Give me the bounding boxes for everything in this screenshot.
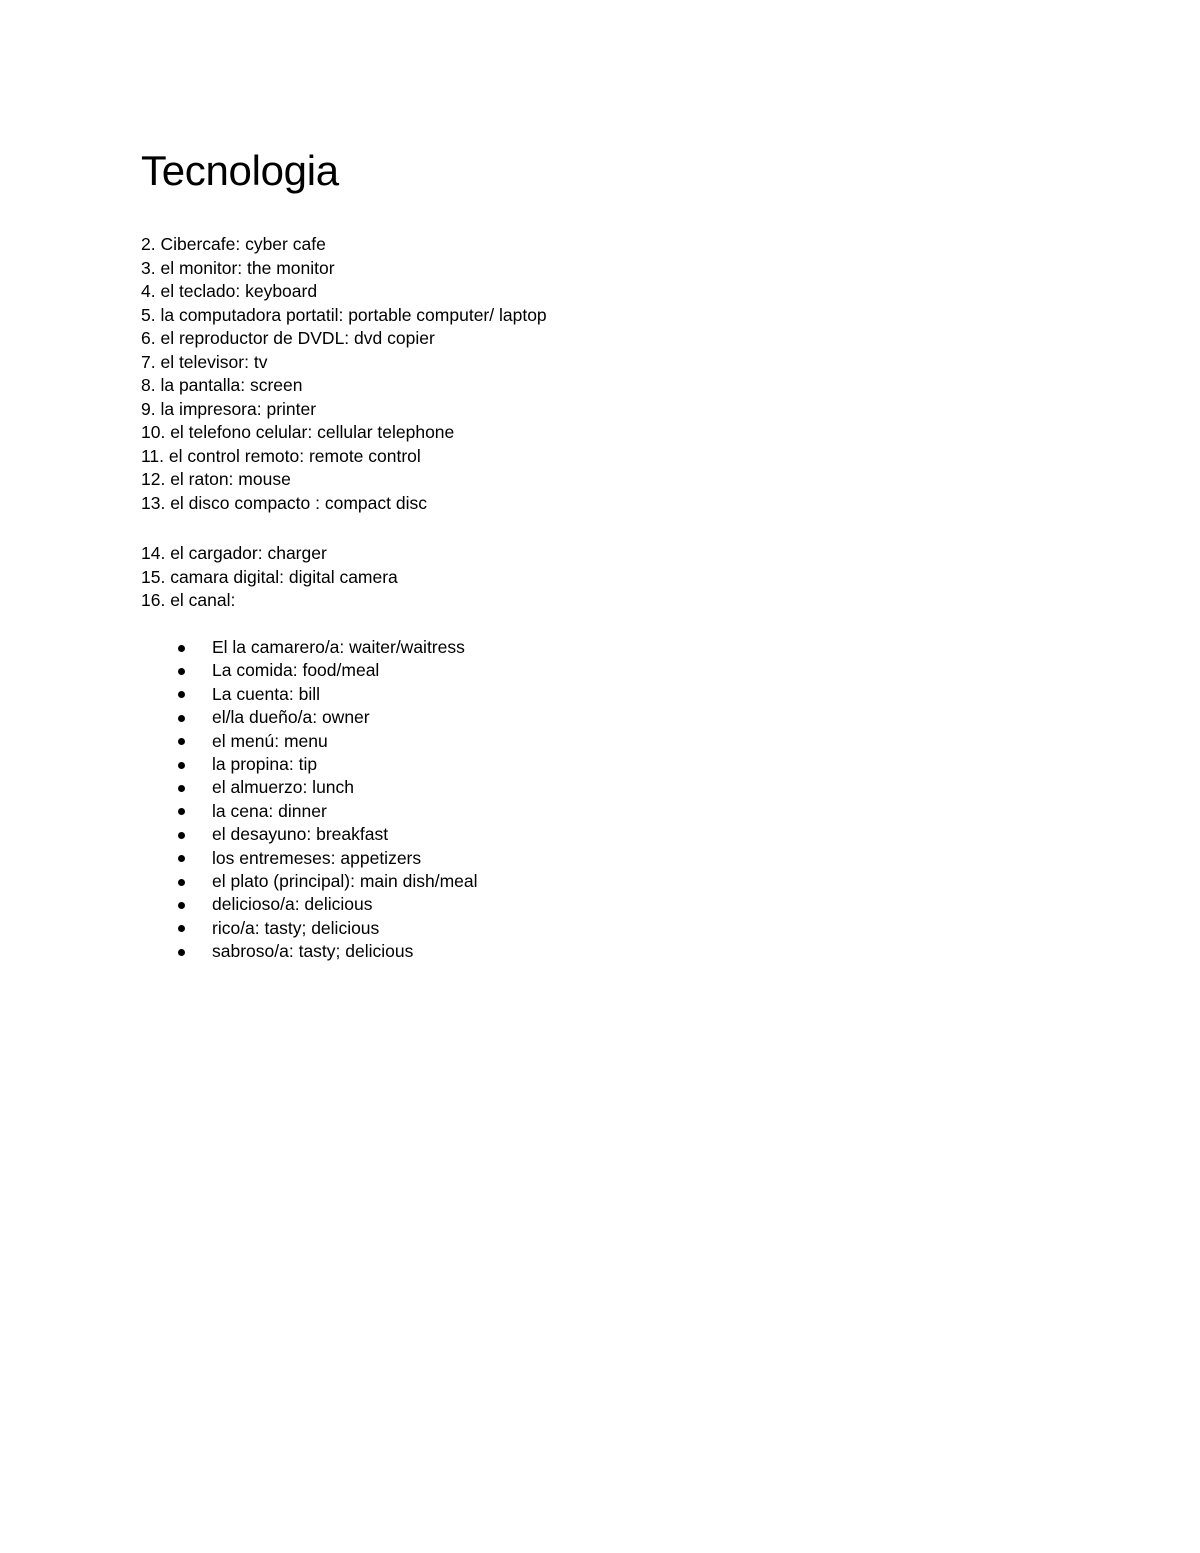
list-item: 12. el raton: mouse [141, 469, 291, 489]
bullet-item [141, 776, 478, 799]
list-item: 14. el cargador: charger [141, 543, 327, 563]
bullet-dot-icon [178, 762, 185, 769]
list-item: 13. el disco compacto : compact disc [141, 492, 427, 513]
bullet-text: el desayuno: breakfast [212, 824, 389, 845]
bullet-text: los entremeses: appetizers [212, 847, 422, 868]
bullet-text: la propina: tip [212, 754, 318, 775]
list-item: 4. el teclado: keyboard [141, 281, 318, 301]
bullet-item [141, 800, 478, 823]
list-item: 3. el monitor: the monitor [141, 257, 335, 278]
list-item: 10. el telefono celular: cellular telephone [141, 422, 455, 442]
bullet-dot-icon [178, 715, 185, 722]
bullet-text: delicioso/a: delicious [212, 894, 373, 915]
bullet-item [141, 870, 478, 893]
list-item: 6. el reproductor de DVDL: dvd copier [141, 328, 435, 348]
list-item: 15. camara digital: digital camera [141, 566, 398, 587]
list-item: 11. el control remoto: remote control [141, 445, 421, 466]
bullet-item [141, 730, 478, 753]
list-item: 2. Cibercafe: cyber cafe [141, 234, 326, 254]
bullet-dot-icon [178, 785, 185, 792]
bullet-text: el menú: menu [212, 730, 328, 751]
bullet-item [141, 847, 478, 870]
bullet-dot-icon [178, 808, 185, 815]
bullet-text: La comida: food/meal [212, 660, 380, 681]
bullet-text: El la camarero/a: waiter/waitress [212, 637, 465, 657]
bullet-item [141, 893, 478, 916]
bullet-dot-icon [178, 902, 185, 909]
list-item: 9. la impresora: printer [141, 398, 317, 419]
bullet-text: rico/a: tasty; delicious [212, 917, 380, 938]
bullet-dot-icon [178, 645, 185, 652]
page-title: Tecnologia [141, 147, 339, 194]
bullet-text: La cuenta: bill [212, 683, 320, 704]
bullet-text: el/la dueño/a: owner [212, 707, 370, 728]
numbered-list-technology [141, 233, 547, 515]
bullet-item [141, 706, 478, 729]
bullet-dot-icon [178, 879, 185, 886]
bullet-dot-icon [178, 925, 185, 932]
bullet-text: sabroso/a: tasty; delicious [212, 941, 414, 962]
bullet-item [141, 659, 478, 682]
numbered-list-technology-continued [141, 542, 398, 613]
bullet-dot-icon [178, 832, 185, 839]
bullet-list-restaurant [141, 636, 478, 964]
bullet-item [141, 823, 478, 846]
bullet-dot-icon [178, 738, 185, 745]
list-item: 5. la computadora portatil: portable computer/ laptop [141, 304, 547, 325]
bullet-text: la cena: dinner [212, 800, 327, 821]
list-item: 7. el televisor: tv [141, 351, 268, 372]
bullet-item [141, 940, 478, 963]
bullet-dot-icon [178, 668, 185, 675]
bullet-text: el almuerzo: lunch [212, 777, 355, 798]
bullet-item [141, 683, 478, 706]
bullet-dot-icon [178, 949, 185, 956]
bullet-dot-icon [178, 855, 185, 862]
list-item: 8. la pantalla: screen [141, 375, 303, 395]
bullet-item [141, 636, 478, 659]
bullet-dot-icon [178, 691, 185, 698]
bullet-item [141, 753, 478, 776]
bullet-text: el plato (principal): main dish/meal [212, 871, 478, 892]
list-item: 16. el canal: [141, 590, 236, 610]
bullet-item [141, 917, 478, 940]
